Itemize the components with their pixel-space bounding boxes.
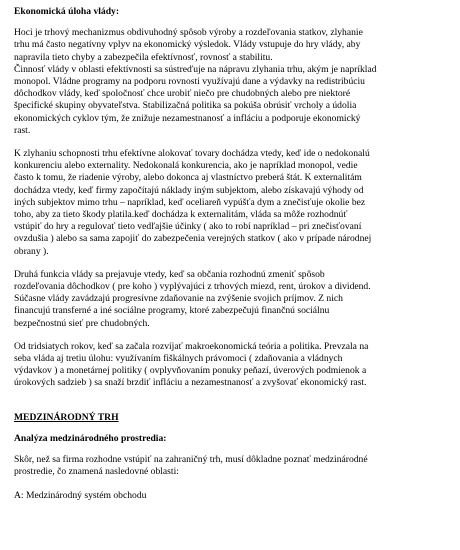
text-line: bezpečnostnú sieť pre chudobných. [14, 317, 150, 329]
text-line: Činnosť vlády v oblasti efektívnosti sa sústreďuje na nápravu zlyhania trhu, akým je napríklad [14, 63, 377, 75]
list-item: A: Medzinárodný systém obchodu [14, 489, 147, 501]
text-line: konkurenciu alebo externality. Nedokonalá konkurencia, ako je napríklad monopol, vedie [14, 160, 358, 172]
text-line: rozdeľovania dôchodkov ( pre koho ) vyplývajúci z trhových miezd, rent, úrokov a dividend. [14, 281, 371, 293]
text-line: iných subjektov mimo trhu – napríklad, keď oceliareň vypúšťa dym a znečisťuje okolie bez [14, 196, 366, 208]
section-heading: MEDZINÁRODNÝ TRH [14, 411, 119, 423]
text-line: Druhá funkcia vlády sa prejavuje vtedy, keď sa občania rozhodnú zmeniť spôsob [14, 268, 325, 280]
text-line: ovzdušia ) alebo sa sama zapojiť do zabezpečenia verejných statkov ( ako v prípade národnej [14, 233, 372, 245]
text-line: dôchodkov vlády, keď spoločnosť chce urobiť niečo pre chudobných alebo pre niektoré [14, 88, 351, 100]
text-line: K zlyhaniu schopnosti trhu efektívne alokovať tovary dochádza vtedy, keď ide o nedokonalú [14, 148, 370, 160]
text-line: financujú transferné a iné sociálne programy, ktoré zabezpečujú finančnú sociálnu [14, 305, 330, 317]
sub-heading: Analýza medzinárodného prostredia: [14, 432, 167, 444]
text-line: toho, aby za tieto škody platila.keď dochádza k externalitám, vláda sa môže rozhodnúť [14, 209, 348, 221]
text-line: Od tridsiatych rokov, keď sa začala rozvíjať makroekonomická teória a politika. Prevzala na [14, 340, 369, 352]
text-line: vstúpiť do hry a regulovať tieto vedľajšie účinky ( ako to robí napríklad – pri znečisťovaní [14, 221, 362, 233]
text-line: seba vláda aj tretiu úlohu: využívaním fiškálnych právomoci ( zdaňovania a vládnych [14, 353, 343, 365]
text-line: prostredie, čo znamená nasledovné oblasti: [14, 466, 179, 478]
paragraph-redistribution [14, 269, 452, 330]
text-line: trhu má často negatívny vplyv na ekonomický výsledok. Vlády vstupuje do hry vlády, aby [14, 39, 361, 51]
text-line: úrokových sadzieb ) sa snaží brzdiť infláciu a nezamestnanosť a zvyšovať ekonomický rast. [14, 377, 367, 389]
text-line: rast. [14, 124, 31, 136]
text-line: Súčasne vlády zavádzajú progresívne zdaňovanie na zvýšenie svojich príjmov. Z nich [14, 293, 343, 305]
text-line: špecifické skupiny obyvateľstva. Stabilizačná politika sa pokúša obrúsiť vrcholy a údolia [14, 100, 357, 112]
text-line: často k tomu, že riadenie výroby, alebo dokonca aj vlastníctvo preberá štát. K externalitám [14, 172, 362, 184]
paragraph-market-failure [14, 148, 452, 258]
text-line: obrany ). [14, 245, 49, 257]
paragraph-intro [14, 454, 452, 478]
text-line: dochádza vtedy, keď firmy započítajú náklady iným subjektom, alebo získavajú výhody od [14, 184, 364, 196]
text-line: ekonomických cyklov tým, že znižuje nezamestnanosť a infláciu a podporuje ekonomický [14, 112, 361, 124]
text-line: monopol. Vládne programy na podporu rovnosti využívajú dane a výdavky na redistribúciu [14, 76, 365, 88]
text-line: Skôr, než sa firma rozhodne vstúpiť na zahraničný trh, musí dôkladne poznať medzinárodné [14, 454, 368, 466]
text-line: výdavkov ) a monetárnej politiky ( ovplyvňovaním ponuky peňazí, úverových podmienok a [14, 365, 367, 377]
text-line: napravila tieto chyby a zabezpečila efektívnosť, rovnosť a stabilitu. [14, 51, 273, 63]
document-heading: Ekonomická úloha vlády: [14, 6, 120, 17]
paragraph-macroeconomic-policy [14, 341, 452, 390]
paragraph-government-role [14, 27, 452, 137]
text-line: Hoci je trhový mechanizmus obdivuhodný spôsob výroby a rozdeľovania statkov, zlyhanie [14, 27, 363, 39]
